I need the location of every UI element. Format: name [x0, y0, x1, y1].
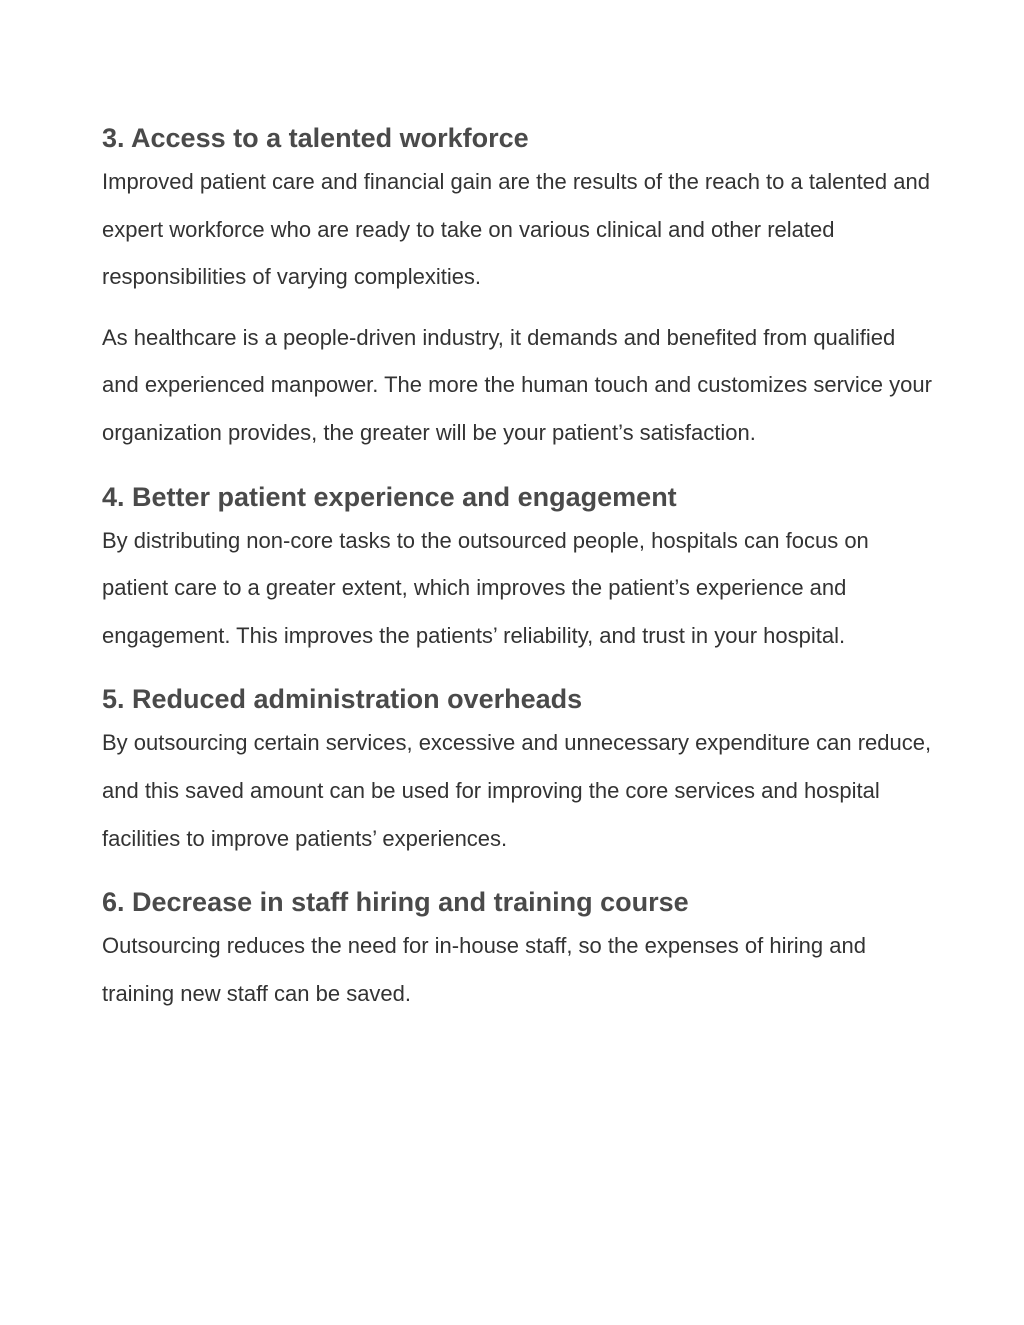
section-paragraph: As healthcare is a people-driven industry, it demands and benefited from qualified and experienced manpower. The more the human touch and customizes service your organization provides, the greater will be your patient’s satisfaction.	[102, 324, 932, 445]
section-paragraph: Outsourcing reduces the need for in-house staff, so the expenses of hiring and training new staff can be saved.	[102, 933, 866, 1006]
section-access-to-talented-workforce	[102, 118, 932, 457]
section-paragraph: By distributing non-core tasks to the outsourced people, hospitals can focus on patient care to a greater extent, which improves the patient’s experience and engagement. This improves the patients’ reliability, and trust in your hospital.	[102, 527, 869, 648]
section-heading: 5. Reduced administration overheads	[102, 684, 583, 715]
section-heading: 3. Access to a talented workforce	[102, 123, 529, 153]
section-paragraph: By outsourcing certain services, excessive and unnecessary expenditure can reduce, and this saved amount can be used for improving the core services and hospital facilities to improve patients’ experiences.	[102, 730, 932, 851]
section-paragraph: Improved patient care and financial gain are the results of the reach to a talented and expert workforce who are ready to take on various clinical and other related responsibilities of varying complexities.	[102, 169, 930, 290]
section-reduced-administration-overheads	[102, 679, 932, 862]
section-heading: 6. Decrease in staff hiring and training course	[102, 887, 689, 918]
document-page	[102, 118, 932, 1017]
section-better-patient-experience	[102, 477, 932, 660]
section-decrease-in-staff-hiring	[102, 882, 932, 1017]
section-heading: 4. Better patient experience and engagement	[102, 481, 677, 512]
